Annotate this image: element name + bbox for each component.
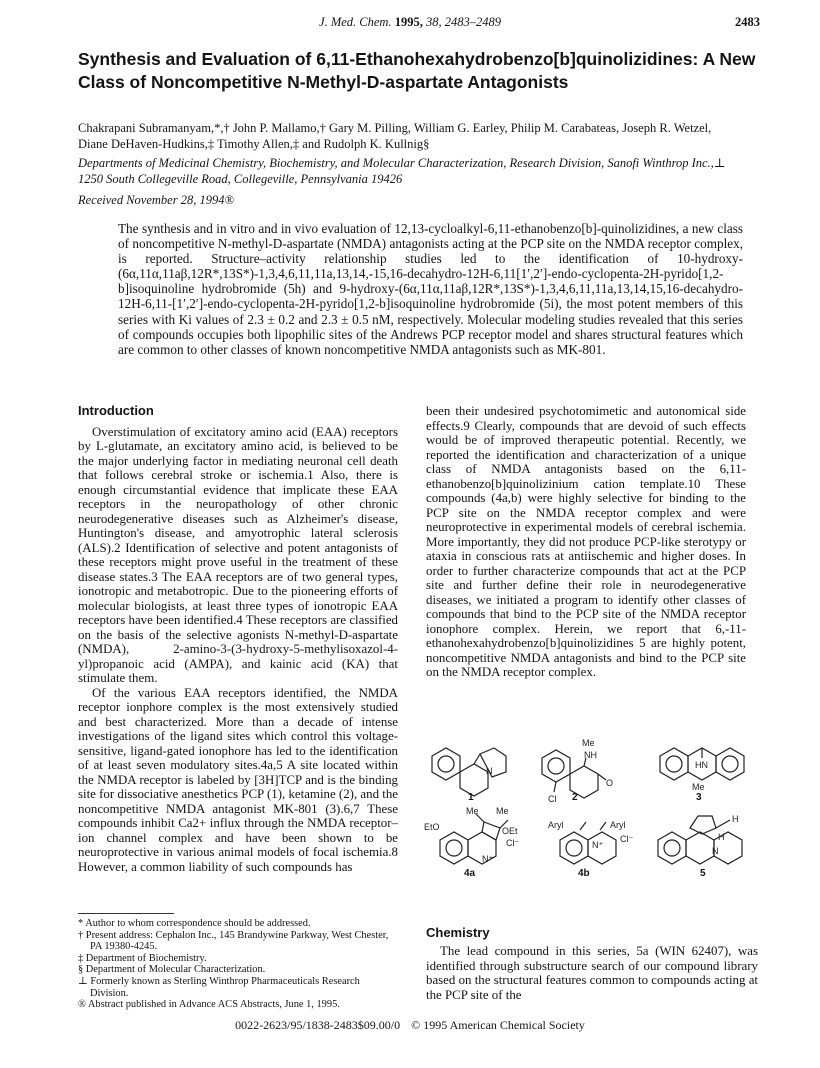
article-title: Synthesis and Evaluation of 6,11-Ethanohexahydrobenzo[b]quinolizidines: A New Class of Noncompetitive N-Methyl-D-aspartate Antagonists: [78, 49, 756, 92]
footnote-biochemistry: ‡ Department of Biochemistry.: [78, 952, 207, 964]
atom-label-n-5: N: [712, 846, 719, 856]
intro-paragraph-1: Overstimulation of excitatory amino acid (EAA) receptors by L-glutamate, an excitatory amino acid, is believed to be the major underlying factor in mediating neuronal cell death that follows cerebral stroke or ischemia.1 Also, there is enough circumstantial evidence that implicate these EAA receptors in the neuropathology of other chronic neurodegenerative diseases such as Alzheimer's disease, Huntington's disease, and amyotrophic lateral sclerosis (ALS).2 Identification of selective and potent antagonists of these receptors might prove useful in the treatment of these disease states.3 The EAA receptors are of two general types, ionotropic and metabotropic. Due to the pioneering efforts of molecular biologists, at least three types of ionotropic EAA receptors have been identified.4 These receptors are classified on the basis of the selective agonists N-methyl-D-aspartate (NMDA), 2-amino-3-(3-hydroxy-5-methylisoxazol-4-yl)propanoic acid (AMPA), and kainic acid (KA) that stimulate them.: [78, 424, 398, 685]
atom-label-me-4a-2: Me: [496, 806, 509, 816]
structure-4a: [424, 806, 519, 864]
compound-label-5: 5: [700, 868, 706, 879]
chemistry-heading: Chemistry: [426, 925, 490, 940]
chemical-structures-figure: [420, 738, 760, 879]
chemistry-paragraph-1: The lead compound in this series, 5a (WIN 62407), was identified through substructure search of our compound library based on the structural features common to compounds acting at the PCP site of the: [426, 944, 758, 1002]
footnotes: [78, 918, 400, 1011]
structure-1-pcp: [432, 748, 506, 796]
atom-label-me-2: Me: [582, 738, 595, 748]
atom-label-cl-minus-4a: Cl⁻: [506, 838, 520, 848]
compound-label-2: 2: [572, 792, 578, 803]
volume-pages: 38, 2483–2489: [425, 15, 501, 29]
atom-label-n-1: N: [486, 766, 493, 776]
atom-label-me-3: Me: [692, 782, 705, 792]
right-column: [426, 404, 746, 680]
structure-drawings: [420, 738, 760, 879]
running-head: [0, 15, 820, 31]
atom-label-oet-4a: OEt: [502, 826, 518, 836]
atom-label-h-5-1: H: [732, 814, 739, 824]
article-code: 0022-2623/95/1838-2483$09.00/0: [235, 1018, 401, 1032]
affiliation: Departments of Medicinal Chemistry, Biochemistry, and Molecular Characterization, Research Division, Sanofi Winthrop Inc.,⊥ 1250 South Collegeville Road, Collegeville, Pennsylvania 19426: [78, 156, 726, 186]
intro-paragraph-2: Of the various EAA receptors identified, the NMDA receptor ionphore complex is the most extensively studied and best characterized. More than a decade of intense investigations of the ligand sites which control this voltage-sensitive, ligand-gated ionophore has led to the identification of at least seven modulatory sites.4a,5 A site located within the NMDA receptor is labeled by [3H]TCP and is the binding site for dissociative anesthetics PCP (1), ketamine (2), and the noncompetitive NMDA antagonist MK-801 (3).6,7 These compounds inhibit Ca2+ influx through the NMDA receptor–ion channel complex and have been shown to be neuroprotective in various animal models of focal ischemia.8 However, a common liability of such compounds has: [78, 685, 398, 874]
footnote-rule: [78, 913, 174, 914]
atom-label-h-5-2: H: [718, 832, 725, 842]
copyright: © 1995 American Chemical Society: [411, 1018, 585, 1032]
structure-4b: [548, 820, 633, 864]
footnote-former-name: ⊥ Formerly known as Sterling Winthrop Pharmaceuticals Research Division.: [78, 975, 360, 999]
footnote-corresponding-author: * Author to whom correspondence should be addressed.: [78, 918, 311, 929]
atom-label-eto-4a: EtO: [424, 822, 440, 832]
journal-citation: [0, 15, 820, 30]
introduction-heading: Introduction: [78, 403, 154, 418]
left-column: [78, 404, 398, 874]
abstract: The synthesis and in vitro and in vivo evaluation of 12,13-cycloalkyl-6,11-ethanobenzo[b]-quinolizidines, a new class of noncompetitive N-methyl-D-aspartate (NMDA) antagonists acting at the PCP site on the NMDA receptor complex, is reported. Structure–activity relationship studies led to the identification of 10-hydroxy-(6α,11α,11aβ,12R*,13S*)-1,3,4,6,11,11a,13,14,-15,16-decahydro-12H-6,11[1′,2′]-endo-cyclopenta-2H-pyrido[1,2-b]isoquinoline hydrobromide (5h) and 9-hydroxy-(6α,11α,11aβ,12R*,13S*)-1,3,4,6,11,11a,13,14,15,16-decahydro-12H-6,11-[1′,2′]-endo-cyclopenta-2H-pyrido[1,2-b]isoquinoline hydrobromide (5i), the most potent members of this series with Ki values of 2.3 ± 0.2 and 2.3 ± 0.5 nM, respectively. Molecular modeling studies revealed that this series of compounds occupies both lipophilic sites of the Andrews PCP receptor model and shares structural features which are common to other classes of known noncompetitive NMDA antagonists such as MK-801.: [118, 221, 743, 357]
atom-label-cl-2: Cl: [548, 794, 557, 804]
atom-label-nh-2: NH: [584, 750, 597, 760]
atom-label-n-plus-4b: N⁺: [592, 840, 604, 850]
journal-name: J. Med. Chem.: [319, 15, 392, 29]
bottom-line: [0, 1018, 820, 1033]
author-list: Chakrapani Subramanyam,*,† John P. Mallamo,† Gary M. Pilling, William G. Earley, Philip M. Carabateas, Joseph R. Wetzel, Diane DeHaven-Hudkins,‡ Timothy Allen,‡ and Rudolph K. Kullnig§: [78, 121, 712, 151]
compound-label-4a: 4a: [464, 868, 476, 879]
page-number: 2483: [735, 15, 760, 29]
intro-paragraph-3: been their undesired psychotomimetic and autonomical side effects.9 Clearly, compounds that are devoid of such effects would be of improved therapeutic potential. Recently, we reported the identification and characterization of a unique class of NMDA antagonists based on the 6,11-ethanobenzo[b]quinolizinium cation template.10 These compounds (4a,b) were highly selective for binding to the PCP site on the NMDA receptor complex and were neuroprotective in experimental models of cerebral ischemia. More importantly, they did not produce PCP-like sterotypy or ataxia in conscious rats at antiischemic and higher doses. In order to further characterize compounds that act at the PCP site and further define their role in neurodegenerative diseases, we initiated a program to identify other classes of compounds that bind to the PCP site of the NMDA receptor ionophore complex. Herein, we report that 6,-11-ethanohexahydrobenzo[b]quinolizidines 5 are highly potent, noncompetitive NMDA antagonists and bind to the PCP site on the NMDA receptor complex.: [426, 404, 746, 679]
compound-label-3: 3: [696, 792, 702, 803]
received-date: Received November 28, 1994®: [78, 193, 234, 207]
atom-label-hn-3: HN: [695, 760, 708, 770]
structure-5: [658, 814, 742, 864]
footnote-molecular-characterization: § Department of Molecular Characterization.: [78, 964, 266, 976]
atom-label-cl-minus-4b: Cl⁻: [620, 834, 634, 844]
atom-label-me-4a-1: Me: [466, 806, 479, 816]
footnote-present-address: † Present address: Cephalon Inc., 145 Brandywine Parkway, West Chester, PA 19380-4245.: [78, 929, 389, 953]
atom-label-o-2: O: [606, 778, 614, 788]
atom-label-aryl-4b-2: Aryl: [610, 820, 626, 830]
journal-year: 1995,: [394, 15, 423, 29]
atom-label-n-plus-4a: N⁺: [482, 854, 494, 864]
compound-label-1: 1: [468, 792, 474, 803]
atom-label-aryl-4b-1: Aryl: [548, 820, 564, 830]
structure-3-mk801: [660, 748, 744, 792]
compound-label-4b: 4b: [578, 868, 590, 879]
footnote-abstract-published: ® Abstract published in Advance ACS Abstracts, June 1, 1995.: [78, 999, 340, 1011]
